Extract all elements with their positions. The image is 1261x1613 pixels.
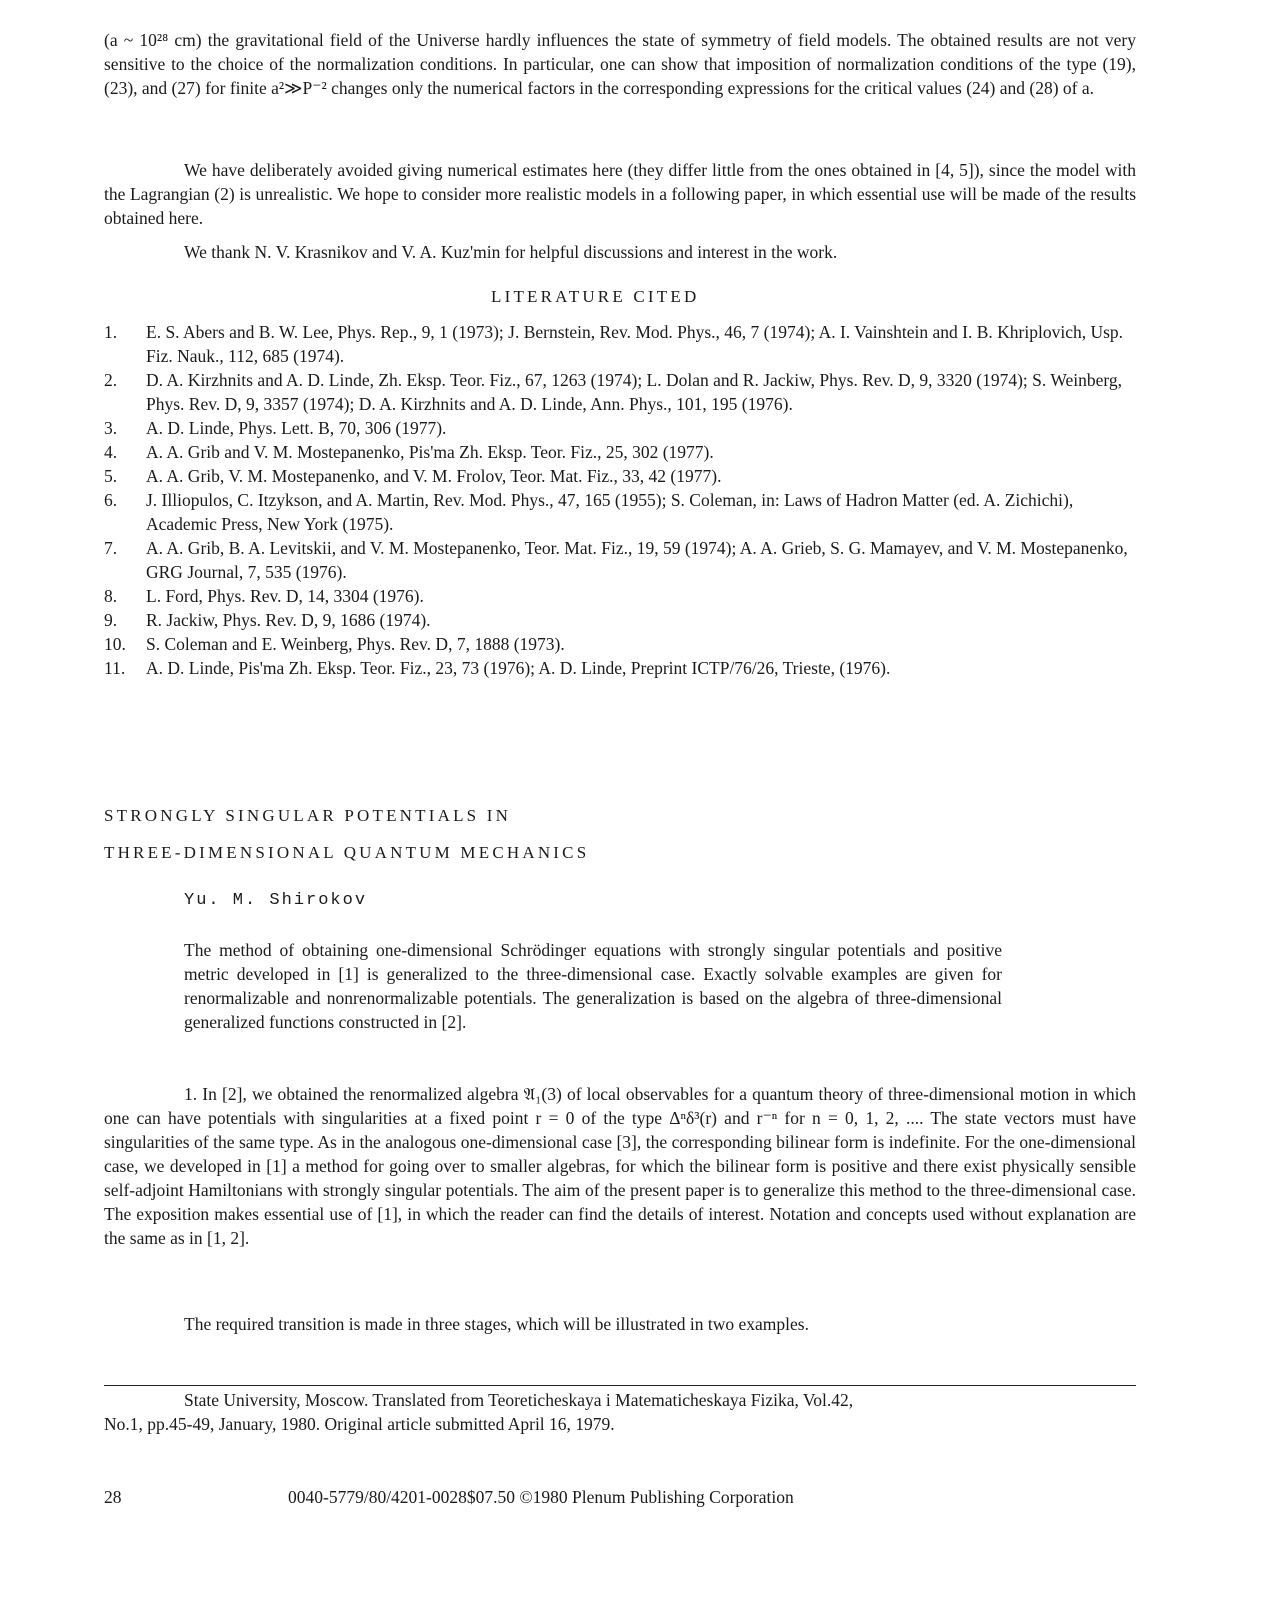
intro-paragraph-2: We have deliberately avoided giving numerical estimates here (they differ little from the ones obtained in [4, 5]), since the model with the Lagrangian (2) is unrealistic. We hope to consider more realistic models in a following paper, in which essential use will be made of the results obtained here.	[104, 160, 1136, 228]
footnote-line-2: No.1, pp.45-49, January, 1980. Original article submitted April 16, 1979.	[104, 1414, 615, 1434]
footnote-line-1: State University, Moscow. Translated from Teoreticheskaya i Matematicheskaya Fizika, Vol.42,	[184, 1390, 854, 1410]
acknowledgment: We thank N. V. Krasnikov and V. A. Kuz'min for helpful discussions and interest in the work.	[184, 242, 838, 262]
reference-number: 10.	[104, 634, 126, 654]
reference-item	[104, 656, 1140, 680]
reference-item	[104, 488, 1140, 536]
reference-item	[104, 536, 1140, 584]
reference-number: 7.	[104, 538, 118, 558]
reference-text: J. Illiopulos, C. Itzykson, and A. Martin, Rev. Mod. Phys., 47, 165 (1955); S. Coleman, in: Laws of Hadron Matter (ed. A. Zichichi), Academic Press, New York (1975).	[146, 490, 1074, 534]
reference-number: 2.	[104, 370, 118, 390]
reference-text: S. Coleman and E. Weinberg, Phys. Rev. D, 7, 1888 (1973).	[146, 634, 565, 654]
reference-text: E. S. Abers and B. W. Lee, Phys. Rep., 9, 1 (1973); J. Bernstein, Rev. Mod. Phys., 46, 7 (1974); A. I. Vainshtein and I. B. Khriplovich, Usp. Fiz. Nauk., 112, 685 (1974).	[146, 322, 1124, 366]
article-title-line-1: STRONGLY SINGULAR POTENTIALS IN	[104, 806, 512, 825]
reference-item	[104, 320, 1140, 368]
body-paragraph-1: 1. In [2], we obtained the renormalized algebra 𝔄₁(3) of local observables for a quantum theory of three-dimensional motion in which one can have potentials with singularities at a fixed point r = 0 of the type Δⁿδ³(r) and r⁻ⁿ for n = 0, 1, 2, .... The state vectors must have singularities of the same type. As in the analogous one-dimensional case [3], the corresponding bilinear form is indefinite. For the one-dimensional case, we developed in [1] a method for going over to smaller algebras, for which the bilinear form is positive and there exist physically sensible self-adjoint Hamiltonians with strongly singular potentials. The aim of the present paper is to generalize this method to the three-dimensional case. The exposition makes essential use of [1], in which the reader can find the details of interest. Notation and concepts used without explanation are the same as in [1, 2].	[104, 1084, 1136, 1248]
reference-item	[104, 608, 1140, 632]
intro-paragraph-1: (a ~ 10²⁸ cm) the gravitational field of the Universe hardly influences the state of symmetry of field models. The obtained results are not very sensitive to the choice of the normalization conditions. In particular, one can show that imposition of normalization conditions of the type (19), (23), and (27) for finite a²≫P⁻² changes only the numerical factors in the corresponding expressions for the critical values (24) and (28) of a.	[104, 30, 1136, 98]
reference-item	[104, 440, 1140, 464]
reference-number: 4.	[104, 442, 118, 462]
reference-item	[104, 632, 1140, 656]
body-paragraph-2: The required transition is made in three stages, which will be illustrated in two examples.	[184, 1314, 809, 1334]
reference-text: A. A. Grib, B. A. Levitskii, and V. M. Mostepanenko, Teor. Mat. Fiz., 19, 59 (1974); A. A. Grieb, S. G. Mamayev, and V. M. Mostepanenko, GRG Journal, 7, 535 (1976).	[146, 538, 1128, 582]
reference-item	[104, 584, 1140, 608]
reference-number: 11.	[104, 658, 126, 678]
reference-number: 5.	[104, 466, 118, 486]
reference-text: R. Jackiw, Phys. Rev. D, 9, 1686 (1974).	[146, 610, 431, 630]
reference-text: D. A. Kirzhnits and A. D. Linde, Zh. Eksp. Teor. Fiz., 67, 1263 (1974); L. Dolan and R. Jackiw, Phys. Rev. D, 9, 3320 (1974); S. Weinberg, Phys. Rev. D, 9, 3357 (1974); D. A. Kirzhnits and A. D. Linde, Ann. Phys., 101, 195 (1976).	[146, 370, 1122, 414]
reference-item	[104, 368, 1140, 416]
reference-text: A. A. Grib, V. M. Mostepanenko, and V. M. Frolov, Teor. Mat. Fiz., 33, 42 (1977).	[146, 466, 722, 486]
reference-number: 8.	[104, 586, 118, 606]
reference-number: 3.	[104, 418, 118, 438]
article-title-line-2: THREE-DIMENSIONAL QUANTUM MECHANICS	[104, 843, 590, 862]
reference-text: A. D. Linde, Phys. Lett. B, 70, 306 (1977).	[146, 418, 447, 438]
copyright-line: 0040-5779/80/4201-0028$07.50 ©1980 Plenum Publishing Corporation	[288, 1487, 794, 1507]
page-number: 28	[104, 1487, 122, 1507]
reference-item	[104, 416, 1140, 440]
reference-text: A. D. Linde, Pis'ma Zh. Eksp. Teor. Fiz., 23, 73 (1976); A. D. Linde, Preprint ICTP/76/26, Trieste, (1976).	[146, 658, 891, 678]
reference-item	[104, 464, 1140, 488]
reference-number: 1.	[104, 322, 118, 342]
reference-list	[104, 320, 1140, 680]
footnote-divider	[104, 1385, 1136, 1386]
reference-text: L. Ford, Phys. Rev. D, 14, 3304 (1976).	[146, 586, 424, 606]
literature-heading: LITERATURE CITED	[491, 287, 700, 306]
abstract: The method of obtaining one-dimensional Schrödinger equations with strongly singular potentials and positive metric developed in [1] is generalized to the three-dimensional case. Exactly solvable examples are given for renormalizable and nonrenormalizable potentials. The generalization is based on the algebra of three-dimensional generalized functions constructed in [2].	[184, 940, 1002, 1032]
reference-text: A. A. Grib and V. M. Mostepanenko, Pis'ma Zh. Eksp. Teor. Fiz., 25, 302 (1977).	[146, 442, 714, 462]
article-author: Yu. M. Shirokov	[184, 891, 368, 910]
reference-number: 9.	[104, 610, 118, 630]
reference-number: 6.	[104, 490, 118, 510]
